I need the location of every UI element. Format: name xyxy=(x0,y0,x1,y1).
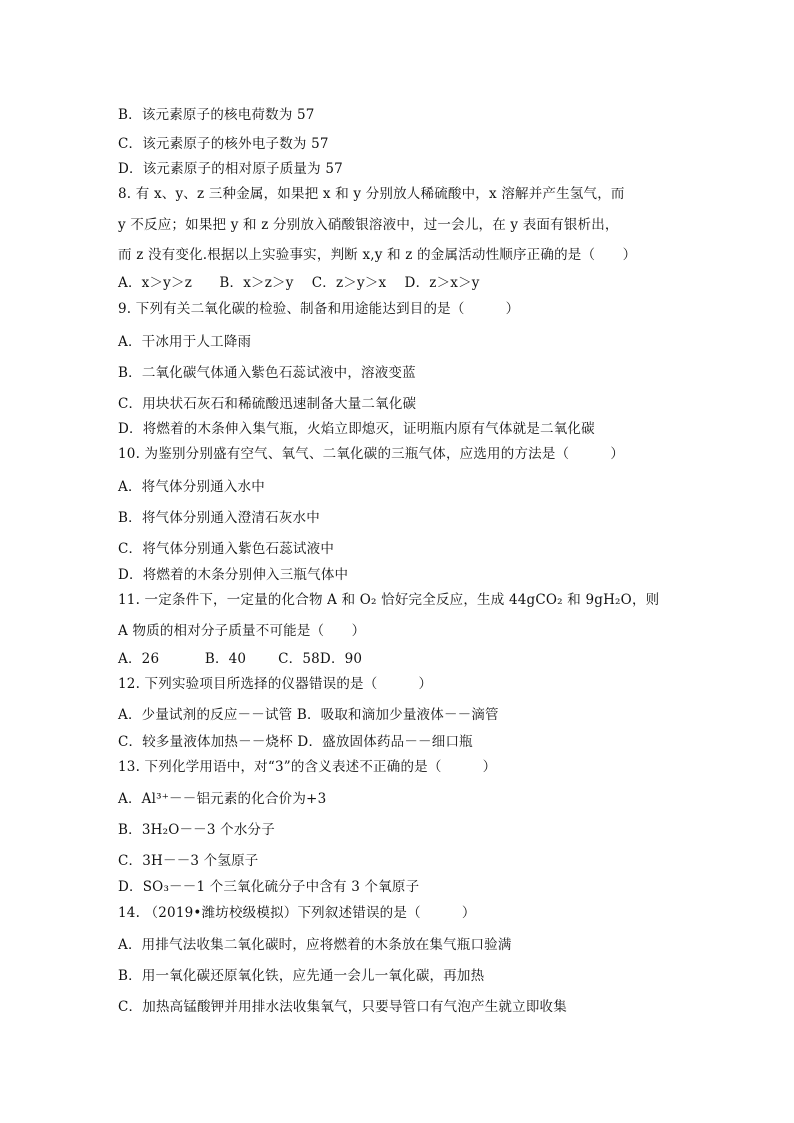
option-9a: A．干冰用于人工降雨 xyxy=(118,334,252,350)
option-13c: C．3H－－3 个氢原子 xyxy=(118,853,259,869)
question-12-options-ab: A．少量试剂的反应－－试管 B．吸取和滴加少量液体－－滴管 xyxy=(118,707,499,723)
option-14c: C．加热高锰酸钾并用排水法收集氧气，只要导管口有气泡产生就立即收集 xyxy=(118,999,567,1015)
question-8-options: A．x＞y＞z B．x＞z＞y C．z＞y＞x D．z＞x＞y xyxy=(118,275,480,291)
option-10b: B．将气体分别通入澄清石灰水中 xyxy=(118,510,320,526)
question-11-line-2: A 物质的相对分子质量不可能是（ ） xyxy=(118,623,366,639)
question-13: 13. 下列化学用语中，对“3”的含义表述不正确的是（ ） xyxy=(118,759,497,775)
option-9d: D．将燃着的木条伸入集气瓶，火焰立即熄灭，证明瓶内原有气体就是二氧化碳 xyxy=(118,421,595,437)
option-7b: B．该元素原子的核电荷数为 57 xyxy=(118,107,315,123)
question-8-line-2: y 不反应；如果把 y 和 z 分别放入硝酸银溶液中，过一会儿，在 y 表面有银析出， xyxy=(118,217,619,233)
option-10d: D．将燃着的木条分别伸入三瓶气体中 xyxy=(118,567,349,583)
option-7d: D．该元素原子的相对原子质量为 57 xyxy=(118,161,343,177)
question-14: 14. （2019•潍坊校级模拟）下列叙述错误的是（ ） xyxy=(118,905,476,921)
question-11-options: A．26 B．40 C．58D．90 xyxy=(118,651,363,667)
option-10a: A．将气体分别通入水中 xyxy=(118,479,265,495)
option-14a: A．用排气法收集二氧化碳时，应将燃着的木条放在集气瓶口验满 xyxy=(118,937,512,953)
option-13d: D．SO₃－－1 个三氧化硫分子中含有 3 个氧原子 xyxy=(118,879,420,895)
question-8-line-1: 8. 有 x、y、z 三种金属，如果把 x 和 y 分别放人稀硫酸中，x 溶解并产生氢气，而 xyxy=(118,186,625,202)
option-13a: A．Al³⁺－－铝元素的化合价为+3 xyxy=(118,791,327,807)
question-8-line-3: 而 z 没有变化.根据以上实验事实，判断 x,y 和 z 的金属活动性顺序正确的是（ ） xyxy=(118,247,637,263)
option-9b: B．二氧化碳气体通入紫色石蕊试液中，溶液变蓝 xyxy=(118,365,416,381)
option-14b: B．用一氧化碳还原氧化铁，应先通一会儿一氧化碳，再加热 xyxy=(118,968,485,984)
question-10: 10. 为鉴别分别盛有空气、氧气、二氧化碳的三瓶气体，应选用的方法是（ ） xyxy=(118,446,625,462)
question-12-options-cd: C．较多量液体加热－－烧杯 D．盛放固体药品－－细口瓶 xyxy=(118,734,473,750)
option-10c: C．将气体分别通入紫色石蕊试液中 xyxy=(118,541,335,557)
question-11-line-1: 11. 一定条件下，一定量的化合物 A 和 O₂ 恰好完全反应，生成 44gCO₂ 和 9gH₂O，则 xyxy=(118,592,660,608)
question-12: 12. 下列实验项目所选择的仪器错误的是（ ） xyxy=(118,676,433,692)
option-13b: B．3H₂O－－3 个水分子 xyxy=(118,822,275,838)
option-7c: C．该元素原子的核外电子数为 57 xyxy=(118,136,329,152)
question-9: 9. 下列有关二氧化碳的检验、制备和用途能达到目的是（ ） xyxy=(118,301,520,317)
option-9c: C．用块状石灰石和稀硫酸迅速制备大量二氧化碳 xyxy=(118,396,417,412)
